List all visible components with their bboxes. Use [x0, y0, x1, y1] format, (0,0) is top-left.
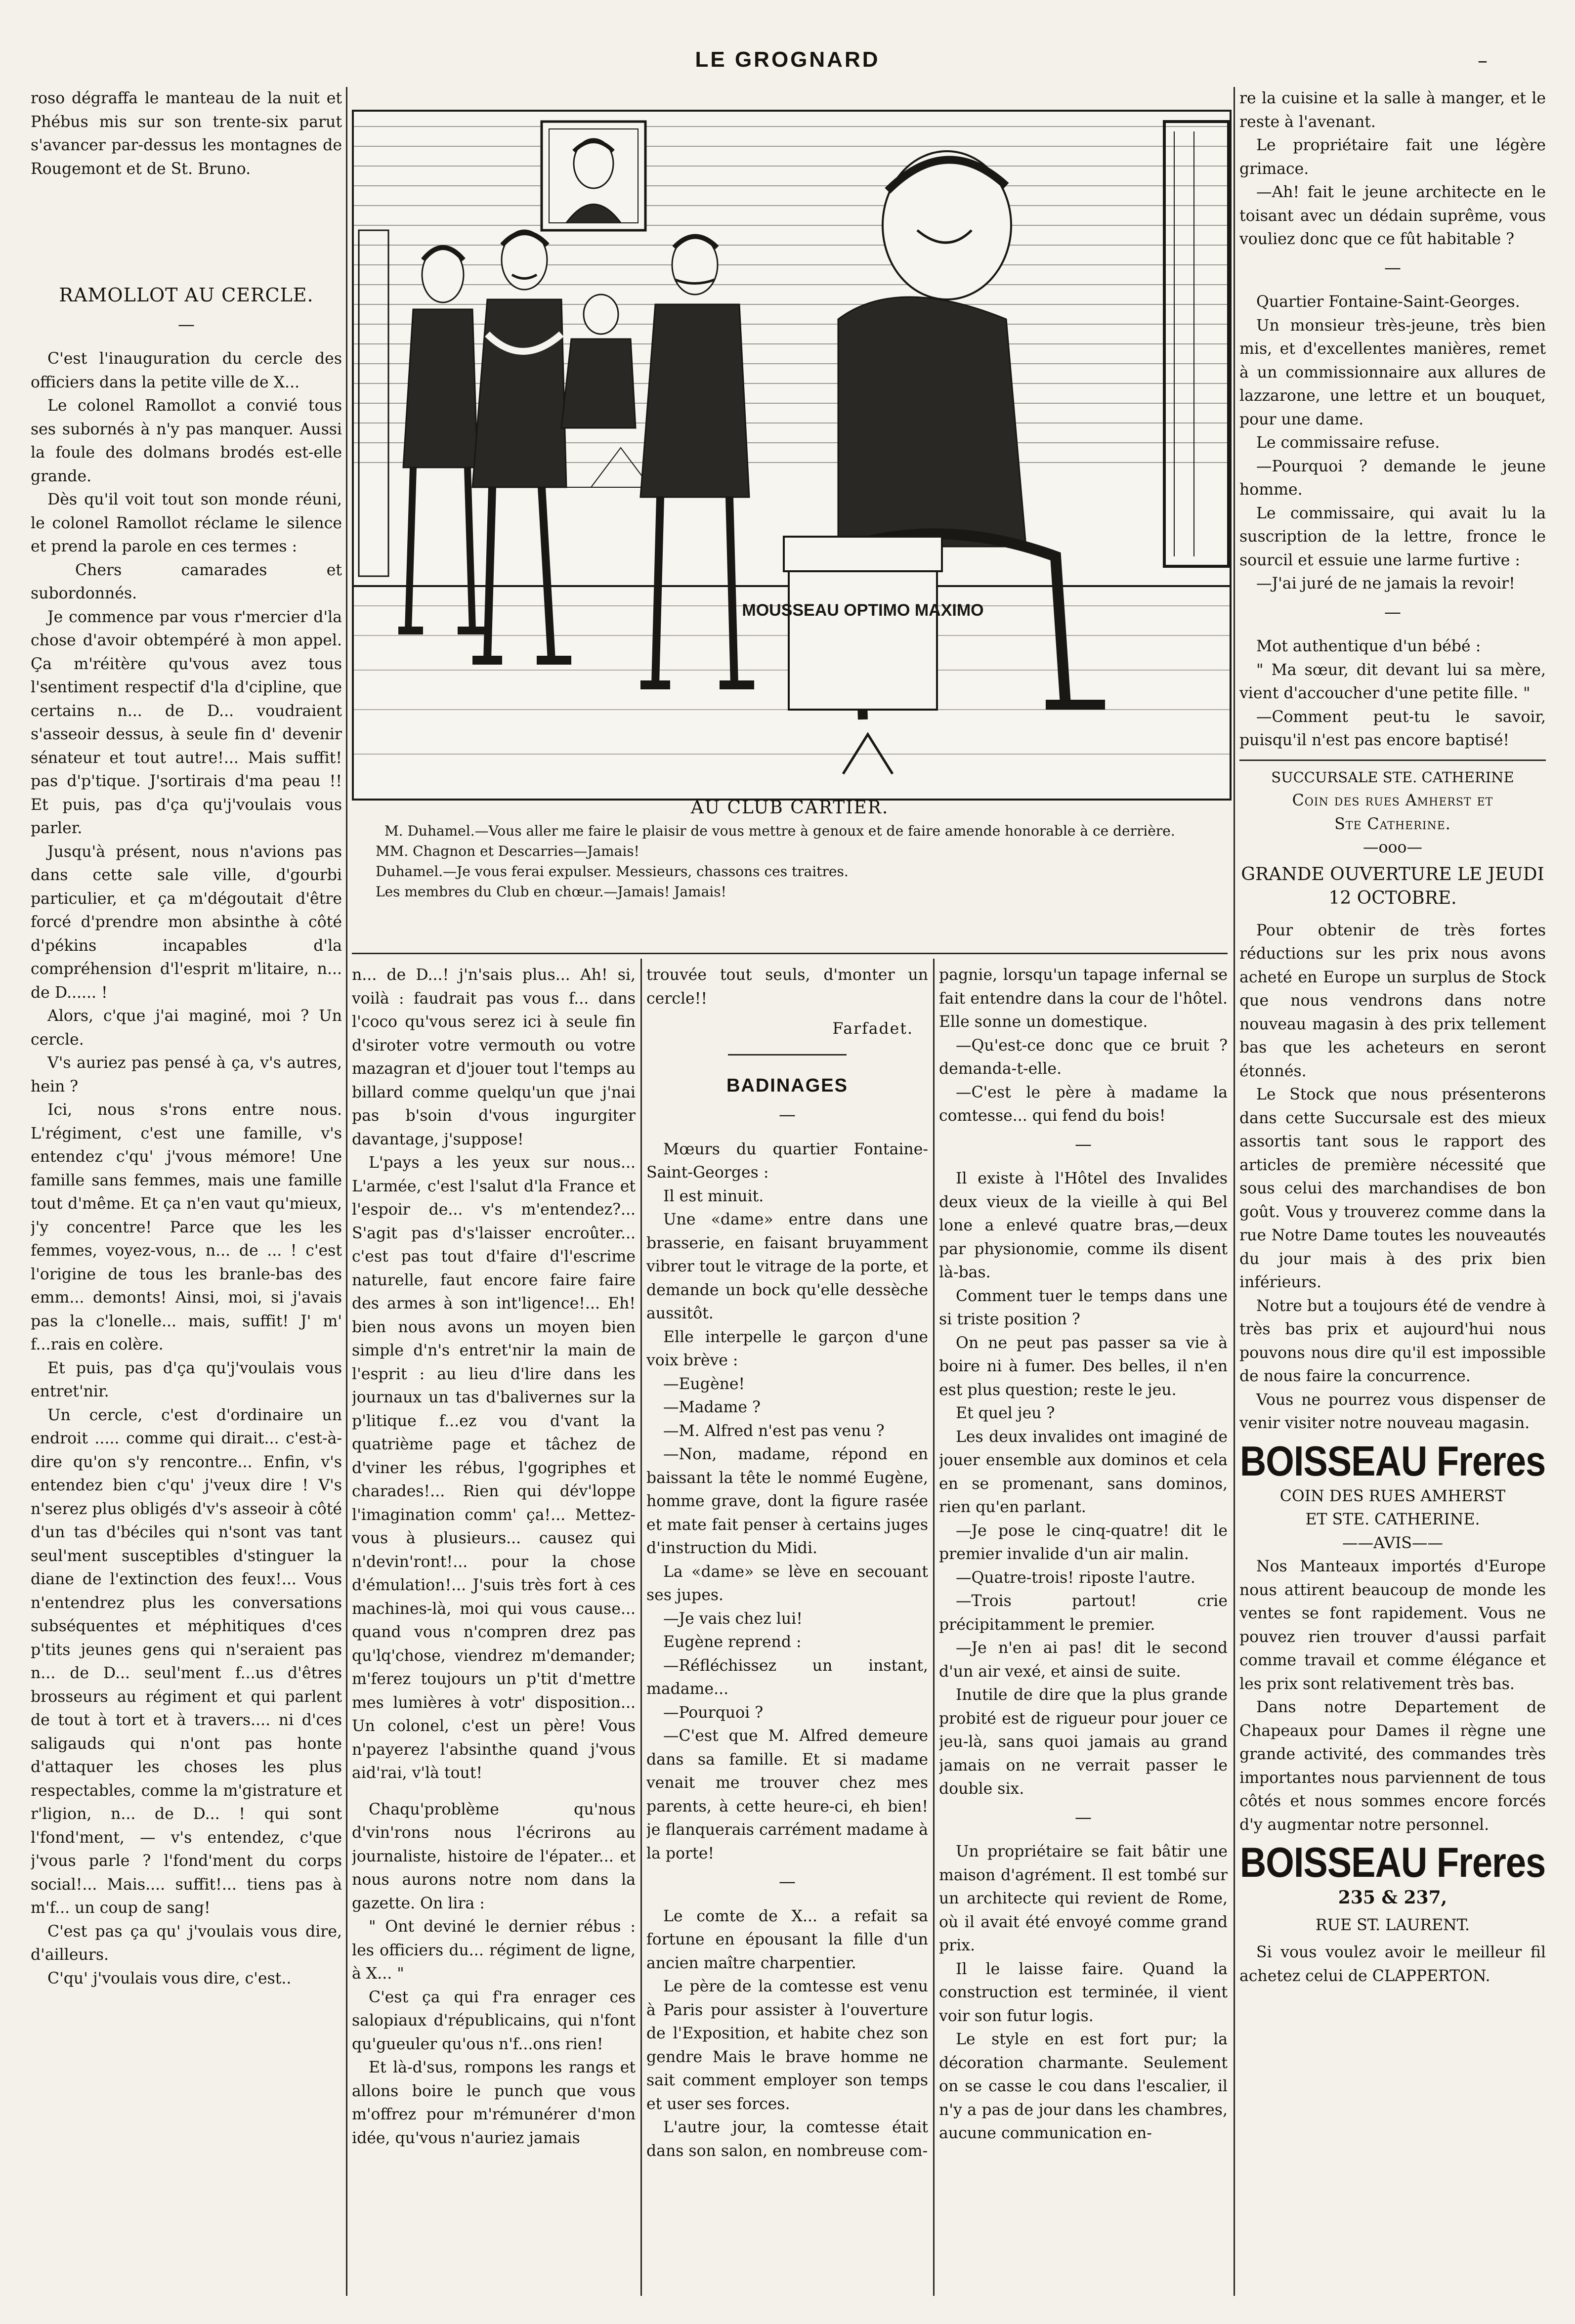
column-3: [646, 964, 928, 2291]
paragraph: V's auriez pas pensé à ça, v's autres, hein ?: [31, 1054, 342, 1096]
paragraph: Inutile de dire que la plus grande probité est de rigueur pour jouer ce jeu-là, sans quoi jamais au grand jamais on ne verrait passer le double six.: [939, 1686, 1228, 1798]
paragraph: Jusqu'à présent, nous n'avions pas dans cette sale ville, d'gourbi particulier, et ça m'dégoutait d'être forcé d'prendre mon absinthe à côté d'pékins incapables d'la compréhension d'l'esprit m'litaire, n... de D...... !: [31, 843, 342, 1002]
ad-line: Coin des rues Amherst et: [1292, 792, 1493, 809]
figure-3: [561, 295, 636, 428]
paragraph: roso dégraffa le manteau de la nuit et Phébus mis sur son trente-six parut s'avancer par-dessus les montagnes de Rougemont et de St. Bruno.: [31, 89, 342, 178]
ad-headline: GRANDE OUVERTURE LE JEUDI 12 OCTOBRE.: [1241, 864, 1544, 908]
paragraph: —Madame ?: [663, 1398, 761, 1416]
ad-paragraph: Notre but a toujours été de vendre à très bas prix et aujourd'hui nous pouvons nous dire qu'il est impossible de nous faire la concurrence.: [1239, 1297, 1546, 1385]
paragraph: pagnie, lorsqu'un tapage infernal se fait entendre dans la cour de l'hôtel. Elle sonne un domestique.: [939, 966, 1228, 1031]
ad-heading: SUCCURSALE STE. CATHERINE: [1271, 768, 1514, 786]
column-rule: [933, 959, 935, 2296]
paragraph: C'est l'inauguration du cercle des officiers dans la petite ville de X...: [31, 350, 342, 391]
ad-paragraph: Dans notre Departement de Chapeaux pour Dames il règne une grande activité, des commandes très importantes nous parviennent de tous côtés et nous sommes encore forcés d'y augmentar notre personnel.: [1239, 1698, 1546, 1834]
paragraph: —Quatre-trois! riposte l'autre.: [956, 1568, 1195, 1587]
paragraph: Et puis, pas d'ça qu'j'voulais vous entret'nir.: [31, 1359, 342, 1400]
separator: —: [178, 314, 195, 335]
ad-line: COIN DES RUES AMHERST: [1279, 1487, 1506, 1505]
separator: —: [1384, 602, 1401, 622]
ad-address: 235 & 237,: [1338, 1887, 1447, 1908]
ad-paragraph: Si vous voulez avoir le meilleur fil achetez celui de CLAPPERTON.: [1239, 1944, 1546, 1985]
paragraph: trouvée tout seuls, d'monter un cercle!!: [646, 966, 928, 1008]
paragraph: —Non, madame, répond en baissant la tête le nommé Eugène, homme grave, dont la figure rasée et mate fait penser à certains juges d'instruction du Midi.: [646, 1445, 928, 1557]
paragraph: re la cuisine et la salle à manger, et le reste à l'avenant.: [1239, 89, 1546, 131]
caption-line: Duhamel.—Je vous ferai expulser. Messieurs, chassons ces traitres.: [376, 863, 849, 880]
paragraph: Dès qu'il voit tout son monde réuni, le colonel Ramollot réclame le silence et prend la parole en ces termes :: [31, 491, 342, 555]
separator: —: [779, 1872, 796, 1892]
paragraph: La «dame» se lève en secouant ses jupes.: [646, 1563, 928, 1604]
caption-line: M. Duhamel.—Vous aller me faire le plaisir de vous mettre à genoux et de faire amende honorable à ce derrière.: [384, 823, 1175, 839]
paragraph: C'qu' j'voulais vous dire, c'est..: [47, 1969, 292, 1987]
signature: Farfadet.: [832, 1020, 913, 1038]
paragraph: Et quel jeu ?: [956, 1404, 1055, 1422]
ad-paragraph: Pour obtenir de très fortes réductions sur les prix nous avons acheté en Europe un surplus de Stock que nous vendrons dans notre nouveau magasin à des prix tellement bas que les acheteurs en seront étonnés.: [1239, 921, 1546, 1080]
figure-2: [472, 230, 571, 660]
paragraph: Eugène reprend :: [663, 1633, 802, 1651]
illustration-bottom-rule: [352, 953, 1228, 954]
cartoon-drawing: [354, 112, 1230, 799]
caption-line: Les membres du Club en chœur.—Jamais! Jamais!: [376, 884, 726, 900]
ad-paragraph: Nos Manteaux importés d'Europe nous attirent beaucoup de monde les ventes se font rapidement. Vous ne pouvez rien trouver d'aussi parfait comme travail et comme élégance et les prix sont relativement très bas.: [1239, 1558, 1546, 1693]
paragraph: Mot authentique d'un bébé :: [1256, 637, 1481, 655]
newspaper-title: LE GROGNARD: [695, 47, 880, 72]
paragraph: —Ah! fait le jeune architecte en le toisant avec un dédain suprême, vous vouliez donc que ce fût habitable ?: [1239, 183, 1546, 248]
separator-rule: [728, 1054, 847, 1056]
ad-separator: —ooo—: [1363, 839, 1422, 856]
ad-line: Ste Catherine.: [1334, 815, 1451, 833]
paragraph: C'est pas ça qu' j'voulais vous dire, d'ailleurs.: [31, 1922, 342, 1964]
paragraph: Le comte de X... a refait sa fortune en épousant la fille d'un ancien maître charpentier.: [646, 1907, 928, 1972]
paragraph: Chers camarades et subordonnés.: [31, 561, 342, 602]
ad-line: ——AVIS——: [1342, 1534, 1443, 1552]
paragraph: Mœurs du quartier Fontaine-Saint-Georges :: [646, 1140, 928, 1182]
paragraph: Chaqu'problème qu'nous d'vin'rons nous l'écrirons au journaliste, histoire de l'épater... et nous aurons notre nom dans la gazette. On lira :: [352, 1800, 636, 1912]
paragraph: C'est ça qui f'ra enrager ces salopiaux d'républicains, qui n'font qu'gueuler qu'ous n'f...ons rien!: [352, 1988, 636, 2053]
paragraph: Ici, nous s'rons entre nous. L'régiment, c'est une famille, v's entendez c'qu' j'vous mémore! Une famille sans femmes, mais une famille tout d'même. Et ça n'en vaut qu'mieux, j'y concentre! Parce que les les femmes, voyez-vous, n... de ... ! c'est l'origine de tous les branle-bas des emm... demonts! Ainsi, moi, si j'avais pas la c'lonelle... mais, suffit! J' m' f...rais en colère.: [31, 1101, 342, 1353]
caption-title: AU CLUB CARTIER.: [690, 798, 889, 818]
column-5: [1239, 87, 1546, 2291]
column-2: [352, 964, 636, 2291]
column-4: [939, 964, 1228, 2291]
paragraph: " Ont deviné le dernier rébus : les officiers du... régiment de ligne, à X... ": [352, 1918, 636, 1983]
paragraph: Le commissaire, qui avait lu la suscription de la lettre, fronce le sourcil et essuie une larme furtive :: [1239, 504, 1546, 569]
ad-street: RUE ST. LAURENT.: [1315, 1916, 1470, 1934]
paragraph: Et là-d'sus, rompons les rangs et allons boire le punch que vous m'offrez pour m'rémunérer d'mon idée, qu'vous n'auriez jamais: [352, 2059, 636, 2147]
paragraph: On ne peut pas passer sa vie à boire ni à fumer. Des belles, il n'en est plus question; reste le jeu.: [939, 1334, 1228, 1399]
paragraph: " Ma sœur, dit devant lui sa mère, vient d'accoucher d'une petite fille. ": [1239, 661, 1546, 702]
separator: —: [1384, 257, 1401, 278]
paragraph: —J'ai juré de ne jamais la revoir!: [1256, 575, 1515, 592]
paragraph: —M. Alfred n'est pas venu ?: [663, 1422, 885, 1440]
boisseau-brand: BOISSEAU Freres: [1239, 1838, 1546, 1886]
ad-paragraph: Vous ne pourrez vous dispenser de venir visiter notre nouveau magasin.: [1239, 1391, 1546, 1432]
paragraph: Une «dame» entre dans une brasserie, en faisant bruyamment vibrer tout le vitrage de la porte, et demande un bock qu'elle dessèche aussitôt.: [646, 1211, 928, 1322]
paragraph: Elle interpelle le garçon d'une voix brève :: [646, 1328, 928, 1369]
paragraph: Le style en est fort pur; la décoration charmante. Seulement on se casse le cou dans l'escalier, il n'y a pas de jour dans les chambres, aucune communication en-: [939, 2030, 1228, 2142]
column-1: [31, 87, 342, 2291]
paragraph: Il existe à l'Hôtel des Invalides deux vieux de la vieille à qui Bel lone a enlevé quatre bras,—deux par physionomie, comme ils disent là-bas.: [939, 1170, 1228, 1281]
figure-4: [640, 235, 754, 685]
column-rule: [1234, 87, 1235, 2296]
paragraph: —Qu'est-ce donc que ce bruit ? demanda-t-elle.: [939, 1036, 1228, 1078]
paragraph: Le père de la comtesse est venu à Paris pour assister à l'ouverture de l'Exposition, et habite chez son gendre Mais le brave homme ne sait comment employer son temps et user ses forces.: [646, 1978, 928, 2113]
paragraph: —Réfléchissez un instant, madame...: [646, 1656, 928, 1698]
paragraph: —Trois partout! crie précipitamment le premier.: [939, 1592, 1228, 1634]
paragraph: —Eugène!: [663, 1375, 745, 1393]
ad-paragraph: Le Stock que nous présenterons dans cette Succursale est des mieux assortis tant sous le rapport des articles de première nécessité que sous celui des marchandises de bon goût. Vous y trouverez comme dans la rue Notre Dame toutes les nouveautés du jour mais à des prix bien inférieurs.: [1239, 1086, 1546, 1291]
paragraph: Il est minuit.: [663, 1187, 764, 1205]
separator: —: [1075, 1134, 1092, 1154]
paragraph: —Comment peut-tu le savoir, puisqu'il n'est pas encore baptisé!: [1239, 708, 1546, 749]
stool-inscription: MOUSSEAU OPTIMO MAXIMO: [742, 601, 984, 620]
paragraph: Je commence par vous r'mercier d'la chose d'avoir obtempéré à mon appel. Ça m'réitère qu'vous avez tous l'sentiment respectif d'la d'cipline, que certains n... de D... voudraient s'asseoir dessus, à seule fin d' devenir sénateur et tout autre!... Mais suffit! pas d'p'tique. J'sortirais d'ma peau !! Et puis, pas d'ça qu'j'voulais vous parler.: [31, 608, 342, 837]
paragraph: n... de D...! j'n'sais plus... Ah! si, voilà : faudrait pas vous f... dans l'coco qu'vous serez ici à seule fin d'siroter votre vermouth ou votre mazagran et d'jouer tout l'temps au billard comme quelqu'un que j'nai pas b'soin d'vous ingurgiter davantage, j'suppose!: [352, 966, 636, 1148]
column-rule: [346, 87, 347, 2296]
column-rule: [640, 959, 642, 2296]
separator: —: [779, 1105, 796, 1125]
stool: [784, 537, 942, 774]
paragraph: Un monsieur très-jeune, très bien mis, et d'excellentes manières, remet à un commissionnaire aux allures de lazzarone, une lettre et un bouquet, pour une dame.: [1239, 316, 1546, 428]
framed-portrait: [542, 122, 645, 230]
paragraph: L'autre jour, la comtesse était dans son salon, en nombreuse com-: [646, 2118, 928, 2160]
paragraph: —Je vais chez lui!: [663, 1609, 803, 1628]
paragraph: Le propriétaire fait une légère grimace.: [1239, 136, 1546, 178]
paragraph: —C'est que M. Alfred demeure dans sa famille. Et si madame venait me trouver chez mes parents, à cette heure-ci, eh bien! je flanquerais carrément madame à la porte!: [646, 1727, 928, 1862]
article-title-ramollot: RAMOLLOT AU CERCLE.: [59, 284, 314, 306]
paragraph: Il le laisse faire. Quand la construction est terminée, il vient voir son futur logis.: [939, 1960, 1228, 2025]
paragraph: —Je pose le cinq-quatre! dit le premier invalide d'un air malin.: [939, 1521, 1228, 1563]
paragraph: Comment tuer le temps dans une si triste position ?: [939, 1287, 1228, 1328]
paragraph: Les deux invalides ont imaginé de jouer ensemble aux dominos et cela en se promenant, sans dominos, rien qu'en parlant.: [939, 1428, 1228, 1516]
page-mark: –: [1478, 49, 1488, 72]
ad-rule: [1239, 760, 1546, 761]
paragraph: —C'est le père à madame la comtesse... qui fend du bois!: [939, 1083, 1228, 1125]
paragraph: L'pays a les yeux sur nous... L'armée, c'est l'salut d'la France et l'espoir de... v's m'entendez?... S'agit pas d's'laisser encroûter... c'est pas tout d'faire d'l'escrime naturelle, faut encore faire faire des armes à son int'ligence!... Eh! bien nous avons un moyen bien simple d'n's entret'nir la main de l'esprit : au lieu d'lire dans les journaux un tas d'balivernes sur la p'litique f...ez vou d'vant la quatrième page et tâchez de d'viner les rébus, l'gogriphes et charades!... Rien qui dév'loppe l'imagination comm' ça!... Mettez-vous à plusieurs... causez qui n'devin'ront!... pour la chose d'émulation!... J'suis très fort à ces machines-là, moi qui vous cause... quand vous n'compren drez pas qu'lq'chose, viendrez m'demander; m'ferez toujours un p'tit d'mettre mes lumières à votr' disposition... Un colonel, c'est un père! Vous n'payerez l'absinthe quand j'vous aid'rai, v'là tout!: [352, 1154, 636, 1782]
paragraph: Quartier Fontaine-Saint-Georges.: [1256, 293, 1520, 311]
ad-line: ET STE. CATHERINE.: [1305, 1511, 1480, 1528]
article-title-badinages: BADINAGES: [726, 1075, 849, 1096]
paragraph: —Je n'en ai pas! dit le second d'un air vexé, et ainsi de suite.: [939, 1639, 1228, 1681]
cartoon-illustration: [352, 110, 1232, 801]
paragraph: —Pourquoi ?: [663, 1703, 764, 1722]
cartoon-caption: [352, 797, 1228, 950]
paragraph: Un cercle, c'est d'ordinaire un endroit ..... comme qui dirait... c'est-à-dire qu'on s'y rencontre... Enfin, v's entendez bien c'qu' j'veux dire ! V's n'serez plus obligés d'v's asseoir à côté d'un tas d'béciles qui n'sont vas tant seul'ment susceptibles d'stinguer la diane de l'extinction des feux!... Vous n'entendrez plus les conversations subséquentes et méphitiques d'ces p'tits jeunes gens qui n'seraient pas n... de D... seul'ment f...us d'êtres brosseurs au régiment et qui parlent de tout à tort et à travers.... ni d'ces saligauds qui n'ont pas honte d'attaquer les choses les plus respectables, comme la m'gistrature et r'ligion, n... de D... ! qui sont l'fond'ment, — v's entendez, c'que j'vous parle ? l'fond'ment du corps social!... Mais.... suffit!... tiens pas à m'f... un coup de sang!: [31, 1406, 342, 1917]
paragraph: —Pourquoi ? demande le jeune homme.: [1239, 457, 1546, 499]
paragraph: Le commissaire refuse.: [1256, 434, 1440, 452]
caption-line: MM. Chagnon et Descarries—Jamais!: [376, 843, 639, 859]
separator: —: [1075, 1807, 1092, 1827]
paragraph: Le colonel Ramollot a convié tous ses subornés à n'y pas manquer. Aussi la foule des dolmans brodés est-elle grande.: [31, 397, 342, 485]
paragraph: Un propriétaire se fait bâtir une maison d'agrément. Il est tombé sur un architecte qui revient de Rome, où il avait été envoyé comme grand prix.: [939, 1843, 1228, 1954]
boisseau-brand: BOISSEAU Freres: [1239, 1437, 1546, 1484]
paragraph: Alors, c'que j'ai maginé, moi ? Un cercle.: [31, 1007, 342, 1049]
